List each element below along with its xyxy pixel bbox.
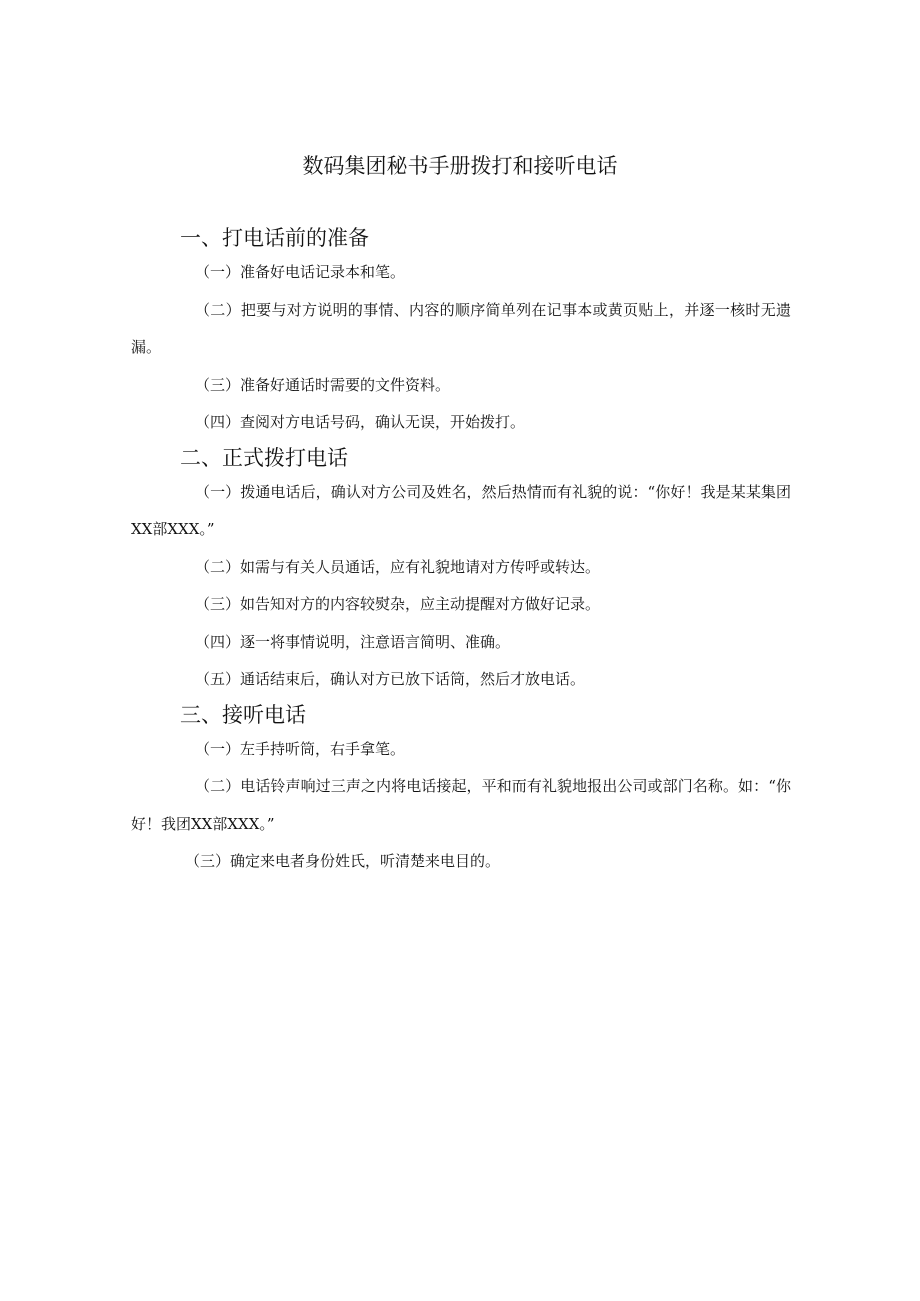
list-item: （一）准备好电话记录本和笔。 xyxy=(195,263,406,281)
section-heading: 二、正式拨打电话 xyxy=(180,445,348,470)
list-item: （四）查阅对方电话号码，确认无误，开始拨打。 xyxy=(195,413,526,431)
list-item: （二）把要与对方说明的事情、内容的顺序简单列在记事本或黄页贴上，并逐一核时无遗漏。 xyxy=(131,300,791,356)
document-body xyxy=(131,222,791,881)
list-item: （四）逐一将事情说明，注意语言简明、准确。 xyxy=(195,632,511,651)
list-item: （二）电话铃声响过三声之内将电话接起，平和而有礼貌地报出公司或部门名称。如：“你好！我团XX部XXX。” xyxy=(131,777,791,833)
section-preparation xyxy=(131,222,791,442)
list-item: （二）如需与有关人员通话，应有礼貌地请对方传呼或转达。 xyxy=(195,557,601,576)
list-item: （一）拨通电话后，确认对方公司及姓名，然后热情而有礼貌的说：“你好！我是某某集团XX部XXX。” xyxy=(131,482,791,538)
section-answering xyxy=(131,699,791,881)
list-item: （三）确定来电者身份姓氏，听清楚来电目的。 xyxy=(185,852,501,870)
list-item: （五）通话结束后，确认对方已放下话筒，然后才放电话。 xyxy=(195,670,586,688)
document-title: 数码集团秘书手册拨打和接听电话 xyxy=(302,154,618,178)
list-item: （三）准备好通话时需要的文件资料。 xyxy=(195,375,451,394)
list-item: （三）如告知对方的内容较熨杂，应主动提醒对方做好记录。 xyxy=(195,595,601,613)
list-item: （一）左手持听筒，右手拿笔。 xyxy=(195,739,406,758)
section-dialing xyxy=(131,442,791,699)
section-heading: 三、接听电话 xyxy=(180,702,306,727)
section-heading: 一、打电话前的准备 xyxy=(180,226,369,250)
